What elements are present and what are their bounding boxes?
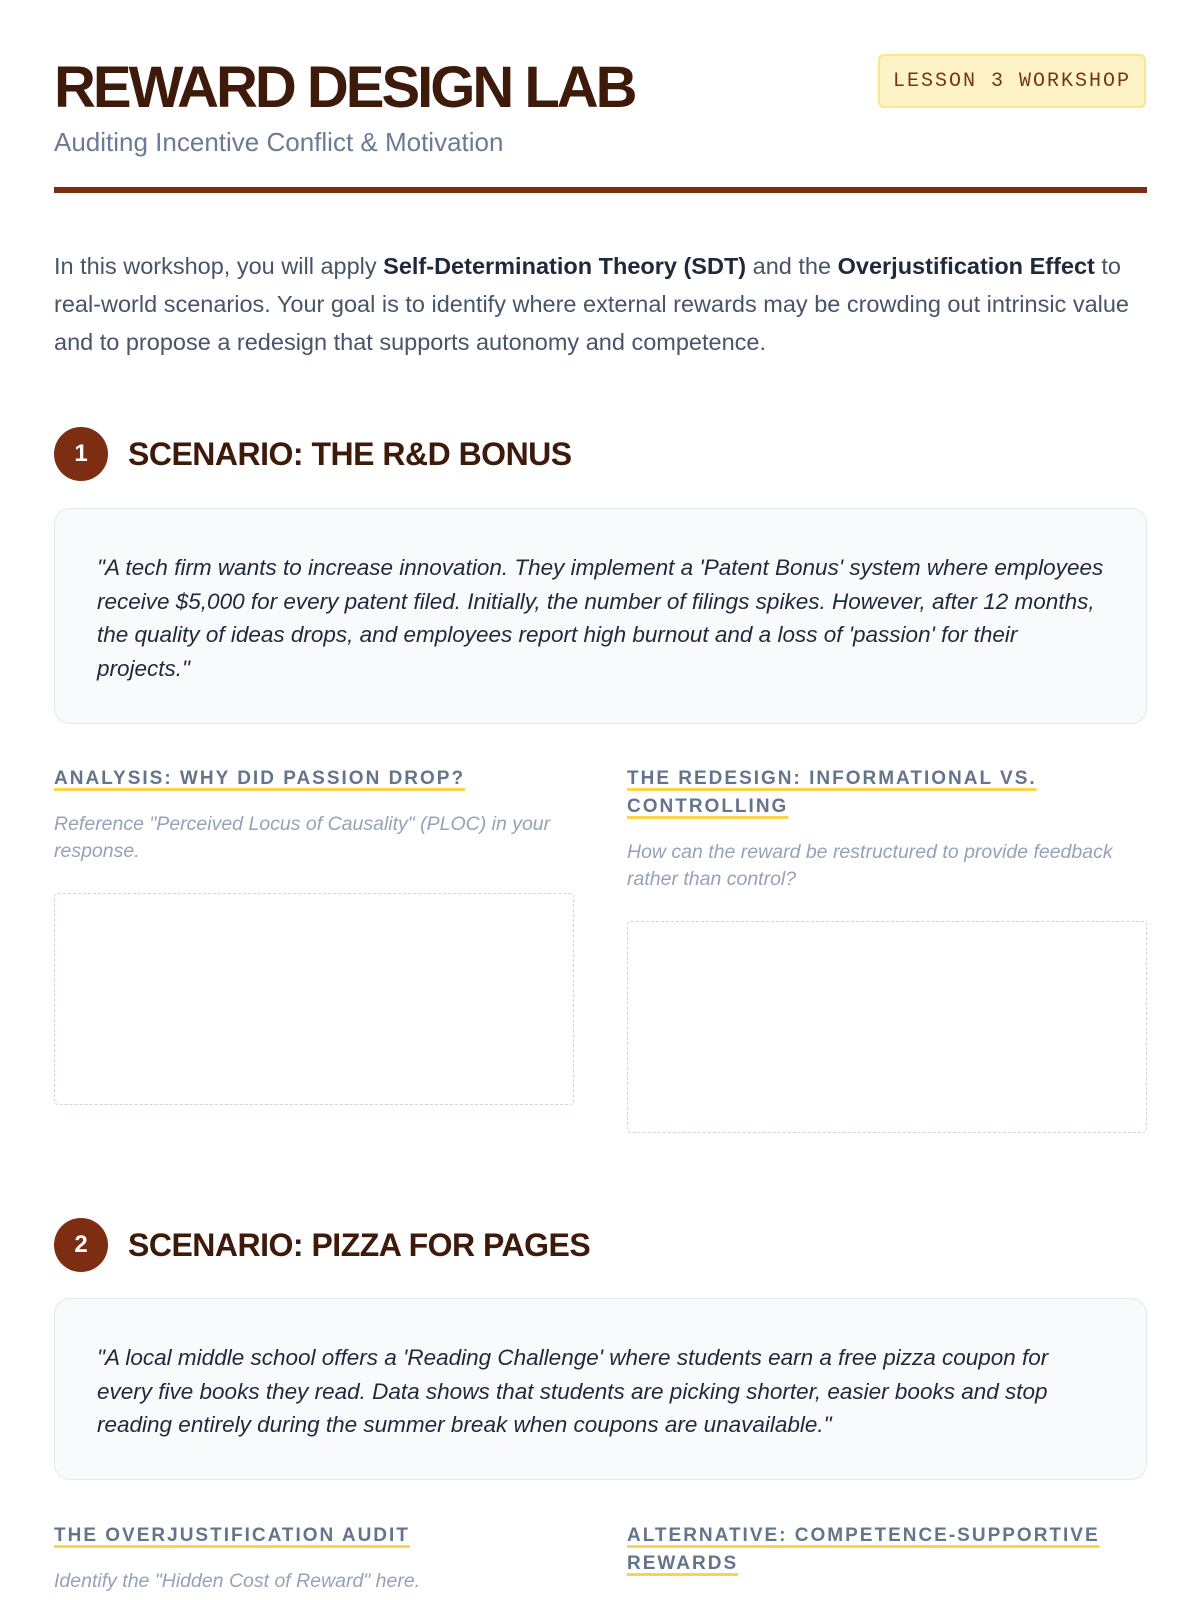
section-1-redesign-column (627, 765, 1147, 1133)
section-title: SCENARIO: THE R&D BONUS (128, 435, 572, 472)
intro-term-sdt: Self-Determination Theory (SDT) (383, 253, 747, 279)
section-title: SCENARIO: PIZZA FOR PAGES (128, 1226, 591, 1263)
answer-box[interactable] (627, 921, 1147, 1133)
answer-box[interactable] (54, 893, 574, 1105)
intro-text-2: and the (746, 253, 838, 279)
section-number-badge: 1 (54, 427, 108, 481)
section-1-analysis-column (54, 765, 574, 1105)
scenario-quote: "A local middle school offers a 'Reading Challenge' where students earn a free pizza coupon for every five books they read. Data shows that students are picking shorter, easier books and stop reading entirely during the summer break when coupons are unavailable." (97, 1345, 1049, 1437)
question-label: ANALYSIS: WHY DID PASSION DROP? (54, 768, 466, 789)
question-label: THE OVERJUSTIFICATION AUDIT (54, 1525, 410, 1546)
page-title: REWARD DESIGN LAB (54, 55, 635, 120)
question-hint: Reference "Perceived Locus of Causality" (PLOC) in your response. (54, 813, 551, 862)
scenario-quote-box (54, 508, 1147, 724)
question-hint: How can the reward be restructured to provide feedback rather than control? (627, 841, 1113, 890)
scenario-quote: "A tech firm wants to increase innovation. They implement a 'Patent Bonus' system where employees receive $5,000 for every patent filed. Initially, the number of filings spikes. However, after 12 months, the quality of ideas drops, and employees report high burnout and a loss of 'passion' for their projects." (97, 555, 1104, 681)
question-hint: Identify the "Hidden Cost of Reward" here. (54, 1570, 421, 1592)
section-2-header (54, 1218, 590, 1272)
intro-paragraph (54, 247, 1154, 361)
page-subtitle: Auditing Incentive Conflict & Motivation (54, 127, 504, 157)
section-number-badge: 2 (54, 1218, 108, 1272)
lesson-badge: LESSON 3 WORKSHOP (878, 54, 1146, 108)
section-2-alternative-column (627, 1522, 1147, 1578)
section-2-audit-column (54, 1522, 574, 1595)
question-label: ALTERNATIVE: COMPETENCE-SUPPORTIVE REWARDS (627, 1525, 1100, 1574)
intro-text-3: to real-world scenarios. Your goal is to identify where external rewards may be crowding out intrinsic value and to propose a redesign that supports autonomy and competence. (54, 253, 1129, 355)
section-1-header (54, 427, 572, 481)
question-label: THE REDESIGN: INFORMATIONAL VS. CONTROLLING (627, 768, 1037, 817)
intro-text-1: In this workshop, you will apply (54, 253, 384, 279)
header-divider (54, 187, 1147, 193)
intro-term-overjustification: Overjustification Effect (837, 253, 1095, 279)
scenario-quote-box (54, 1298, 1147, 1480)
